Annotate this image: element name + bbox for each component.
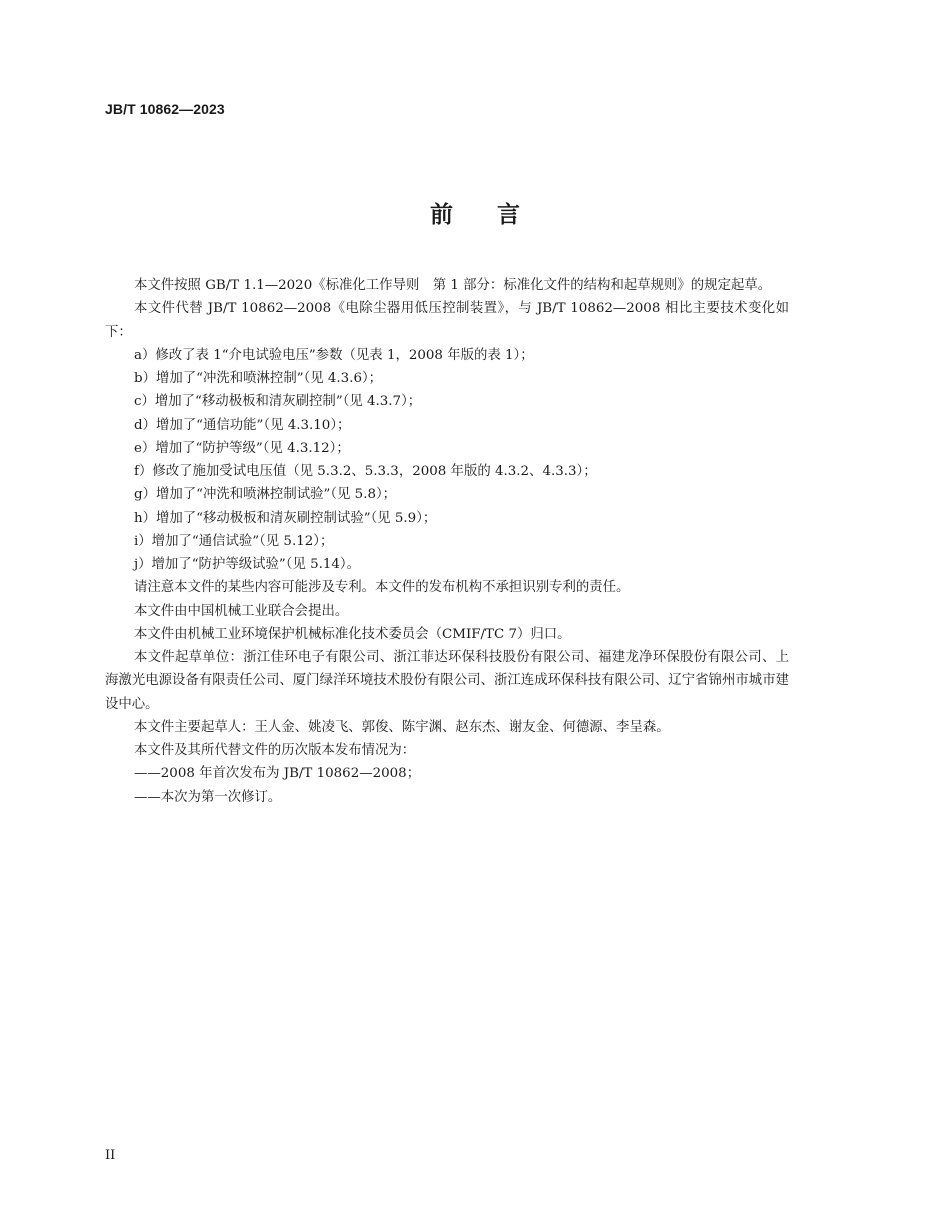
change-item: e）增加了“防护等级”（见 4.3.12）；: [134, 440, 350, 456]
change-item: j）增加了“防护等级试验”（见 5.14）。: [134, 557, 360, 572]
change-item: a）修改了表 1“介电试验电压”参数（见表 1，2008 年版的表 1）；: [134, 347, 534, 363]
change-item: i）增加了“通信试验”（见 5.12）；: [134, 533, 334, 549]
paragraph-drafting-units: 本文件起草单位：浙江佳环电子有限公司、浙江菲达环保科技股份有限公司、福建龙净环保股份有限公司、上海激光电源设备有限责任公司、厦门绿洋环境技术股份有限公司、浙江连成环保科技有限公司、辽宁省锦州市城市建设中心。: [105, 650, 789, 712]
paragraph-drafters: 本文件主要起草人：王人金、姚凌飞、郭俊、陈宇渊、赵东杰、谢友金、何德源、李呈森。: [134, 719, 670, 735]
page-number: II: [105, 1148, 116, 1163]
change-item: h）增加了“移动极板和清灰刷控制试验”（见 5.9）；: [134, 510, 437, 526]
change-item: g）增加了“冲洗和喷淋控制试验”（见 5.8）；: [134, 487, 397, 503]
document-code-header: JB/T 10862—2023: [105, 101, 225, 117]
page-title: 前言: [430, 202, 564, 228]
paragraph-replacement-statement: 本文件代替 JB/T 10862—2008《电除尘器用低压控制装置》，与 JB/T 10862—2008 相比主要技术变化如下：: [105, 301, 789, 340]
change-item: c）增加了“移动极板和清灰刷控制”（见 4.3.7）；: [134, 394, 422, 410]
change-item: d）增加了“通信功能”（见 4.3.10）；: [134, 417, 351, 433]
paragraph-version-history: 本文件及其所代替文件的历次版本发布情况为：: [134, 743, 416, 758]
change-item: b）增加了“冲洗和喷淋控制”（见 4.3.6）；: [134, 371, 383, 386]
history-item: ——本次为第一次修订。: [134, 789, 282, 805]
paragraph-technical-committee: 本文件由机械工业环境保护机械标准化技术委员会（CMIF/TC 7）归口。: [134, 626, 571, 642]
history-item: ——2008 年首次发布为 JB/T 10862—2008；: [134, 766, 421, 782]
foreword-body: [105, 274, 789, 809]
paragraph-patent-notice: 请注意本文件的某些内容可能涉及专利。本文件的发布机构不承担识别专利的责任。: [134, 580, 630, 596]
change-item: f）修改了施加受试电压值（见 5.3.2、5.3.3，2008 年版的 4.3.2、4.3.3）；: [134, 464, 597, 479]
paragraph-drafting-rules: 本文件按照 GB/T 1.1—2020《标准化工作导则 第 1 部分：标准化文件的结构和起草规则》的规定起草。: [134, 278, 772, 293]
paragraph-proposer: 本文件由中国机械工业联合会提出。: [134, 603, 349, 619]
